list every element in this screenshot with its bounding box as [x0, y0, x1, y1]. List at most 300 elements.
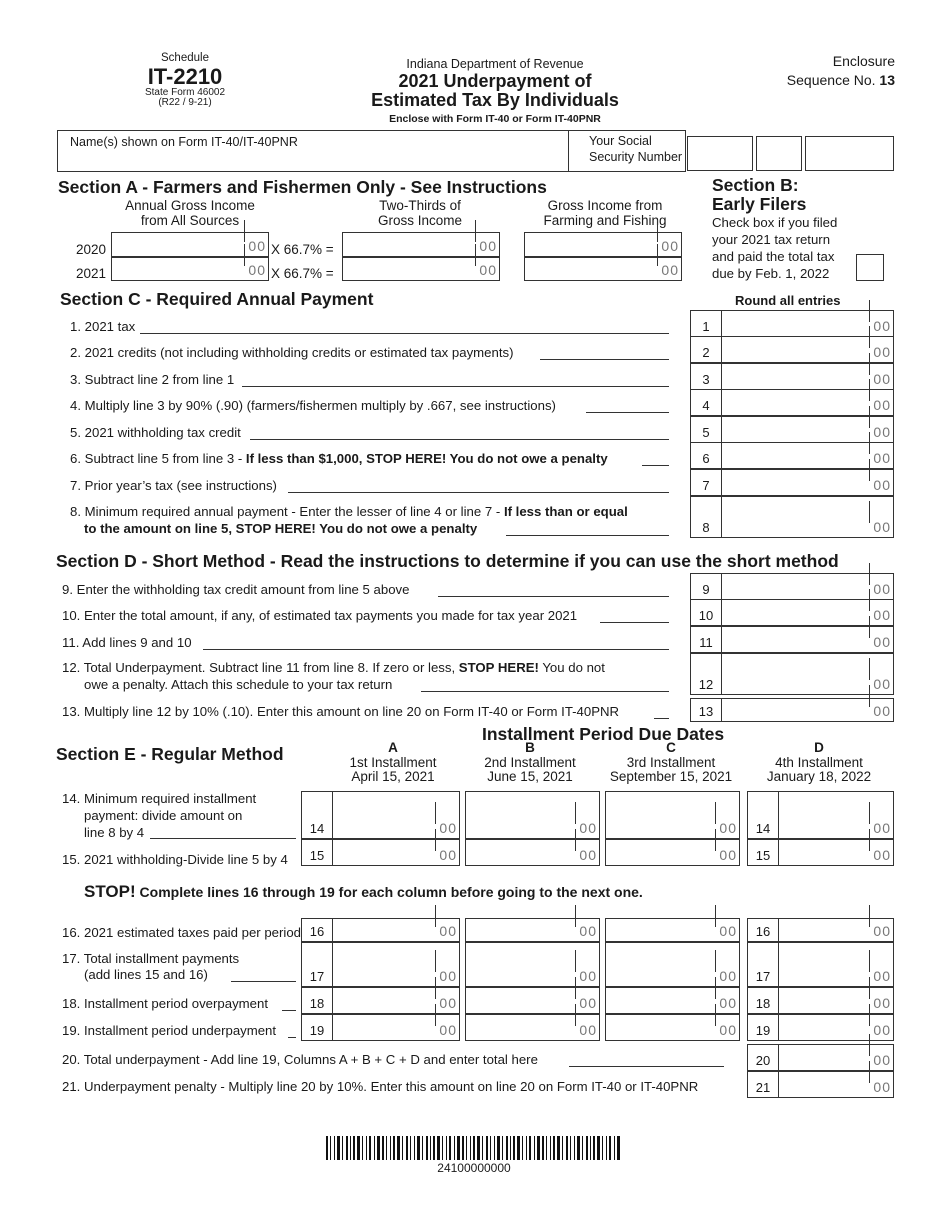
schedule-label: Schedule	[161, 52, 209, 64]
cents-placeholder: 00	[873, 995, 891, 1011]
col-gross-income-line2: from All Sources	[140, 213, 240, 228]
barcode-bar	[506, 1136, 508, 1160]
line-17-col-c-field[interactable]	[605, 942, 740, 987]
enclosure-label: Enclosure	[832, 53, 895, 69]
line-20-amount-field[interactable]	[747, 1044, 894, 1071]
line-14-col-c-field[interactable]	[605, 791, 740, 839]
name-field-label: Name(s) shown on Form IT-40/IT-40PNR	[70, 135, 298, 149]
line-2-text: 2. 2021 credits (not including withholding credits or estimated tax payments)	[70, 345, 514, 360]
line-number: 14	[309, 821, 325, 836]
barcode-bar	[566, 1136, 568, 1160]
cell-divider	[721, 390, 722, 415]
col-two-thirds-line2: Gross Income	[377, 213, 463, 228]
barcode-bar	[433, 1136, 435, 1160]
line-14-text-b: payment: divide amount on	[84, 808, 243, 823]
line-20-leader	[569, 1066, 724, 1067]
line-14-col-d-field[interactable]	[747, 791, 894, 839]
ssn-label-line2: Security Number	[589, 150, 683, 164]
column-installment-name: 4th Installment	[775, 754, 863, 770]
row-label-2021: 2021	[76, 266, 107, 281]
barcode-bar	[542, 1136, 544, 1160]
barcode-bar	[522, 1136, 523, 1160]
barcode-bar	[570, 1136, 571, 1160]
barcode-bar	[517, 1136, 520, 1160]
line-number: 7	[702, 478, 710, 493]
early-filer-checkbox[interactable]	[856, 254, 884, 281]
cell-divider	[721, 337, 722, 362]
column-letter: D	[814, 740, 824, 755]
line-6-leader	[642, 465, 669, 466]
ssn-label-line1: Your Social	[589, 134, 652, 148]
line-number: 11	[699, 635, 713, 650]
barcode-bar	[590, 1136, 591, 1160]
barcode-bar	[350, 1136, 351, 1160]
column-installment-name: 1st Installment	[349, 754, 437, 770]
cents-placeholder: 00	[439, 820, 457, 836]
barcode-bar	[513, 1136, 515, 1160]
line-1-leader	[140, 333, 669, 334]
section-d-title: Section D - Short Method - Read the instructions to determine if you can use the short method	[56, 551, 839, 571]
barcode-bar	[602, 1136, 603, 1160]
column-due-date: April 15, 2021	[351, 769, 435, 784]
barcode-bar	[586, 1136, 588, 1160]
line-13-amount-field[interactable]	[690, 698, 894, 722]
line-17-text-a: 17. Total installment payments	[62, 951, 240, 966]
multiplier-2020: X 66.7% =	[271, 242, 334, 257]
line-number: 18	[755, 996, 771, 1011]
line-14-text-a: 14. Minimum required installment	[62, 791, 257, 806]
cents-placeholder: 00	[719, 968, 737, 984]
barcode-bar	[577, 1136, 580, 1160]
barcode-bar	[446, 1136, 447, 1160]
barcode-bar	[402, 1136, 403, 1160]
column-letter: C	[666, 740, 676, 755]
section-b-text-line3: and paid the total tax	[712, 249, 835, 264]
cents-placeholder: 00	[439, 1022, 457, 1038]
line-17-text	[62, 951, 239, 983]
farming-income-2021-field[interactable]	[524, 257, 682, 281]
line-9-text: 9. Enter the withholding tax credit amount from line 5 above	[62, 582, 410, 597]
line-15-text: 15. 2021 withholding-Divide line 5 by 4	[62, 852, 288, 867]
barcode-bar	[614, 1136, 615, 1160]
barcode-bar	[397, 1136, 400, 1160]
line-11-amount-field[interactable]	[690, 626, 894, 653]
line-18-col-d-field[interactable]	[747, 987, 894, 1014]
line-number: 4	[702, 398, 710, 413]
cents-placeholder: 00	[479, 262, 497, 278]
line-12-text-b: owe a penalty. Attach this schedule to your tax return	[84, 677, 393, 692]
cell-divider	[332, 943, 333, 986]
line-11-text: 11. Add lines 9 and 10	[62, 635, 192, 650]
barcode	[324, 1136, 624, 1160]
barcode-bar	[546, 1136, 547, 1160]
cents-placeholder: 00	[719, 847, 737, 863]
barcode-bar	[553, 1136, 555, 1160]
barcode-bar	[606, 1136, 607, 1160]
line-number: 15	[309, 848, 325, 863]
cents-placeholder: 00	[579, 820, 597, 836]
installment-due-dates-title: Installment Period Due Dates	[482, 724, 725, 744]
line-number: 21	[755, 1080, 771, 1095]
line-7-amount-field[interactable]	[690, 469, 894, 496]
line-8-text-a: 8. Minimum required annual payment - Enter the lesser of line 4 or line 7 - If less than or equal	[70, 504, 628, 519]
barcode-bar	[390, 1136, 391, 1160]
line-7-text: 7. Prior year’s tax (see instructions)	[70, 478, 277, 493]
line-5-text: 5. 2021 withholding tax credit	[70, 425, 241, 440]
barcode-bar	[426, 1136, 428, 1160]
cents-placeholder: 00	[719, 995, 737, 1011]
column-letter: A	[388, 740, 398, 755]
ssn-field-part3[interactable]	[805, 136, 894, 171]
ssn-field-part2[interactable]	[756, 136, 802, 171]
line-9-amount-field[interactable]	[690, 573, 894, 600]
column-due-date: September 15, 2021	[609, 769, 733, 784]
state-form-number: State Form 46002	[144, 87, 226, 98]
barcode-graphic	[324, 1136, 624, 1160]
line-number: 16	[755, 924, 771, 939]
cents-placeholder: 00	[439, 923, 457, 939]
cell-divider	[778, 1072, 779, 1097]
line-13-leader	[654, 718, 669, 719]
barcode-bar	[497, 1136, 500, 1160]
line-15-col-a-field[interactable]	[301, 839, 460, 866]
section-c-title: Section C - Required Annual Payment	[60, 289, 374, 309]
line-5-amount-field[interactable]	[690, 416, 894, 443]
ssn-field-part1[interactable]	[687, 136, 753, 171]
barcode-bar	[454, 1136, 455, 1160]
line-1-text: 1. 2021 tax	[70, 319, 136, 334]
line-number: 6	[702, 451, 710, 466]
cell-divider	[332, 1015, 333, 1040]
cents-placeholder: 00	[661, 238, 679, 254]
barcode-bar	[574, 1136, 575, 1160]
col-gross-income-line1: Annual Gross Income	[125, 198, 255, 213]
barcode-bar	[557, 1136, 560, 1160]
barcode-bar	[473, 1136, 475, 1160]
cents-placeholder: 00	[439, 995, 457, 1011]
line-18-col-b-field[interactable]	[465, 987, 600, 1014]
line-2-leader	[540, 359, 669, 360]
barcode-bar	[353, 1136, 355, 1160]
line-19-col-b-field[interactable]	[465, 1014, 600, 1041]
form-revision: (R22 / 9-21)	[158, 97, 212, 108]
barcode-bar	[593, 1136, 595, 1160]
cell-divider	[721, 470, 722, 495]
form-title-line1: 2021 Underpayment of	[398, 71, 592, 91]
line-18-col-c-field[interactable]	[605, 987, 740, 1014]
barcode-bar	[410, 1136, 411, 1160]
cell-divider	[721, 627, 722, 652]
line-11-leader	[203, 649, 669, 650]
barcode-number: 24100000000	[437, 1161, 511, 1175]
line-16-col-d-field[interactable]	[747, 918, 894, 942]
line-16-col-c-field[interactable]	[605, 918, 740, 942]
cents-placeholder: 00	[873, 450, 891, 466]
line-3-amount-field[interactable]	[690, 363, 894, 390]
barcode-bar	[550, 1136, 551, 1160]
cell-divider	[721, 654, 722, 694]
cell-divider	[778, 919, 779, 941]
cell-divider	[721, 443, 722, 468]
name-field[interactable]	[57, 130, 569, 172]
line-15-col-b-field[interactable]	[465, 839, 600, 866]
barcode-bar	[582, 1136, 583, 1160]
cents-placeholder: 00	[873, 923, 891, 939]
barcode-bar	[414, 1136, 415, 1160]
multiplier-2021: X 66.7% =	[271, 266, 334, 281]
barcode-bar	[510, 1136, 511, 1160]
cents-placeholder: 00	[719, 1022, 737, 1038]
line-10-leader	[600, 622, 669, 623]
cents-placeholder: 00	[719, 923, 737, 939]
line-14-leader	[150, 838, 296, 839]
barcode-bar	[330, 1136, 331, 1160]
barcode-bar	[393, 1136, 395, 1160]
line-12-text-a: 12. Total Underpayment. Subtract line 11 from line 8. If zero or less, STOP HERE! You do not	[62, 660, 605, 675]
cents-placeholder: 00	[873, 703, 891, 719]
line-14-text	[62, 790, 256, 841]
cents-placeholder: 00	[873, 634, 891, 650]
line-number: 16	[309, 924, 325, 939]
cents-placeholder: 00	[873, 968, 891, 984]
form-title-line2: Estimated Tax By Individuals	[371, 90, 619, 110]
barcode-bar	[386, 1136, 387, 1160]
barcode-bar	[486, 1136, 488, 1160]
cents-placeholder: 00	[873, 371, 891, 387]
line-10-text: 10. Enter the total amount, if any, of estimated tax payments you made for tax year 2021	[62, 608, 578, 623]
cents-placeholder: 00	[719, 820, 737, 836]
line-18-text: 18. Installment period overpayment	[62, 996, 268, 1011]
cents-placeholder: 00	[873, 344, 891, 360]
barcode-bar	[449, 1136, 451, 1160]
line-18-leader	[282, 1010, 296, 1011]
line-16-col-a-field[interactable]	[301, 918, 460, 942]
cell-divider	[332, 840, 333, 865]
line-8-text-b: to the amount on line 5, STOP HERE! You do not owe a penalty	[84, 521, 478, 536]
cents-placeholder: 00	[873, 519, 891, 535]
line-5-leader	[250, 439, 669, 440]
barcode-bar	[562, 1136, 563, 1160]
enclose-instruction: Enclose with Form IT-40 or Form IT-40PNR	[389, 113, 601, 125]
barcode-bar	[406, 1136, 408, 1160]
barcode-bar	[326, 1136, 328, 1160]
cell-divider	[721, 311, 722, 336]
barcode-bar	[617, 1136, 620, 1160]
cell-divider	[721, 699, 722, 721]
line-8-amount-field[interactable]	[690, 496, 894, 538]
cents-placeholder: 00	[579, 923, 597, 939]
column-due-date: June 15, 2021	[487, 769, 573, 784]
line-number: 17	[755, 969, 771, 984]
barcode-bar	[437, 1136, 440, 1160]
cell-divider	[332, 919, 333, 941]
line-1-amount-field[interactable]	[690, 310, 894, 337]
form-id: IT-2210	[147, 64, 223, 89]
barcode-bar	[609, 1136, 611, 1160]
line-17-col-b-field[interactable]	[465, 942, 600, 987]
line-number: 3	[702, 372, 710, 387]
installment-column-header	[734, 741, 904, 785]
line-number: 1	[702, 319, 710, 334]
line-7-leader	[288, 492, 669, 493]
column-installment-name: 3rd Installment	[626, 754, 716, 770]
column-letter: B	[525, 740, 535, 755]
column-installment-name: 2nd Installment	[484, 754, 576, 770]
line-17-leader	[231, 981, 296, 982]
line-19-leader	[288, 1037, 296, 1038]
line-8-leader	[506, 535, 669, 536]
cents-placeholder: 00	[873, 820, 891, 836]
cents-placeholder: 00	[439, 847, 457, 863]
line-10-amount-field[interactable]	[690, 599, 894, 626]
section-b-title-line1: Section B:	[712, 175, 799, 195]
section-b-text-line4: due by Feb. 1, 2022	[712, 266, 830, 281]
cents-placeholder: 00	[873, 1079, 891, 1095]
cents-placeholder: 00	[579, 968, 597, 984]
line-number: 15	[755, 848, 771, 863]
barcode-bar	[366, 1136, 367, 1160]
line-15-col-c-field[interactable]	[605, 839, 740, 866]
cell-divider	[778, 1045, 779, 1070]
cell-divider	[778, 792, 779, 838]
line-16-col-b-field[interactable]	[465, 918, 600, 942]
col-farming-income-line1: Gross Income from	[547, 198, 663, 213]
barcode-bar	[442, 1136, 443, 1160]
section-a-title: Section A - Farmers and Fishermen Only - See Instructions	[58, 177, 547, 197]
barcode-bar	[369, 1136, 371, 1160]
barcode-bar	[534, 1136, 535, 1160]
line-4-text: 4. Multiply line 3 by 90% (.90) (farmers/fishermen multiply by .667, see instructions)	[70, 398, 556, 413]
barcode-bar	[466, 1136, 467, 1160]
barcode-bar	[526, 1136, 527, 1160]
cents-placeholder: 00	[873, 847, 891, 863]
cents-placeholder: 00	[873, 477, 891, 493]
cell-divider	[778, 943, 779, 986]
cents-placeholder: 00	[873, 318, 891, 334]
line-3-leader	[242, 386, 669, 387]
barcode-bar	[337, 1136, 340, 1160]
line-number: 18	[309, 996, 325, 1011]
cents-placeholder: 00	[579, 995, 597, 1011]
cents-placeholder: 00	[873, 424, 891, 440]
line-17-col-d-field[interactable]	[747, 942, 894, 987]
barcode-bar	[470, 1136, 471, 1160]
cell-divider	[721, 600, 722, 625]
barcode-bar	[342, 1136, 343, 1160]
barcode-bar	[482, 1136, 483, 1160]
line-19-text: 19. Installment period underpayment	[62, 1023, 277, 1038]
cell-divider	[721, 574, 722, 599]
section-b-title-line2: Early Filers	[712, 194, 807, 214]
agency-name: Indiana Department of Revenue	[406, 57, 584, 71]
line-6-amount-field[interactable]	[690, 442, 894, 469]
line-9-leader	[438, 596, 669, 597]
cents-placeholder: 00	[579, 1022, 597, 1038]
line-13-text: 13. Multiply line 12 by 10% (.10). Enter this amount on line 20 on Form IT-40 or Form IT-40PNR	[62, 704, 620, 719]
line-6-text: 6. Subtract line 5 from line 3 - If less than $1,000, STOP HERE! You do not owe a penalty	[70, 451, 608, 466]
barcode-bar	[346, 1136, 348, 1160]
barcode-bar	[422, 1136, 423, 1160]
line-3-text: 3. Subtract line 2 from line 1	[70, 372, 235, 387]
barcode-bar	[377, 1136, 380, 1160]
line-16-text: 16. 2021 estimated taxes paid per period	[62, 925, 301, 940]
line-2-amount-field[interactable]	[690, 336, 894, 363]
col-farming-income-line2: Farming and Fishing	[543, 213, 667, 228]
row-label-2020: 2020	[76, 242, 107, 257]
cell-divider	[778, 840, 779, 865]
cents-placeholder: 00	[579, 847, 597, 863]
cents-placeholder: 00	[873, 1022, 891, 1038]
cents-placeholder: 00	[873, 607, 891, 623]
line-number: 14	[755, 821, 771, 836]
barcode-bar	[374, 1136, 375, 1160]
line-4-amount-field[interactable]	[690, 389, 894, 416]
barcode-bar	[597, 1136, 600, 1160]
line-number: 13	[698, 704, 714, 719]
line-number: 12	[698, 677, 714, 692]
installment-column-header	[586, 741, 756, 785]
line-12-leader	[421, 691, 669, 692]
line-17-text-b: (add lines 15 and 16)	[84, 967, 208, 982]
line-number: 19	[309, 1023, 325, 1038]
line-number: 9	[702, 582, 710, 597]
line-number: 5	[702, 425, 710, 440]
line-number: 8	[702, 520, 710, 535]
line-14-col-b-field[interactable]	[465, 791, 600, 839]
cents-placeholder: 00	[873, 397, 891, 413]
section-b-text-line2: your 2021 tax return	[712, 232, 831, 247]
barcode-bar	[357, 1136, 360, 1160]
barcode-bar	[494, 1136, 495, 1160]
cell-divider	[778, 988, 779, 1013]
sequence-value: 13	[879, 72, 895, 88]
sequence-number	[787, 72, 895, 88]
barcode-bar	[382, 1136, 384, 1160]
line-19-col-a-field[interactable]	[301, 1014, 460, 1041]
cents-placeholder: 00	[873, 1052, 891, 1068]
cents-placeholder: 00	[479, 238, 497, 254]
barcode-bar	[537, 1136, 540, 1160]
line-20-text: 20. Total underpayment - Add line 19, Columns A + B + C + D and enter total here	[62, 1052, 538, 1067]
barcode-bar	[457, 1136, 460, 1160]
cents-placeholder: 00	[661, 262, 679, 278]
two-thirds-2021-field[interactable]	[342, 257, 500, 281]
section-b-text-line1: Check box if you filed	[712, 215, 838, 230]
line-12-amount-field[interactable]	[690, 653, 894, 695]
line-15-col-d-field[interactable]	[747, 839, 894, 866]
barcode-bar	[502, 1136, 503, 1160]
line-19-col-d-field[interactable]	[747, 1014, 894, 1041]
line-number: 10	[698, 608, 714, 623]
cents-placeholder: 00	[873, 581, 891, 597]
barcode-bar	[529, 1136, 531, 1160]
ssn-label-box	[569, 130, 686, 172]
line-14-text-c: line 8 by 4	[84, 825, 145, 840]
cell-divider	[332, 792, 333, 838]
sequence-label: Sequence No.	[786, 72, 876, 88]
gross-income-2021-field[interactable]	[111, 257, 269, 281]
line-19-col-c-field[interactable]	[605, 1014, 740, 1041]
line-4-leader	[586, 412, 669, 413]
barcode-bar	[477, 1136, 480, 1160]
line-number: 17	[309, 969, 325, 984]
cell-divider	[332, 988, 333, 1013]
stop-instruction: STOP! Complete lines 16 through 19 for each column before going to the next one.	[84, 882, 643, 901]
barcode-bar	[490, 1136, 491, 1160]
barcode-bar	[417, 1136, 420, 1160]
cell-divider	[721, 497, 722, 537]
line-21-amount-field[interactable]	[747, 1071, 894, 1098]
